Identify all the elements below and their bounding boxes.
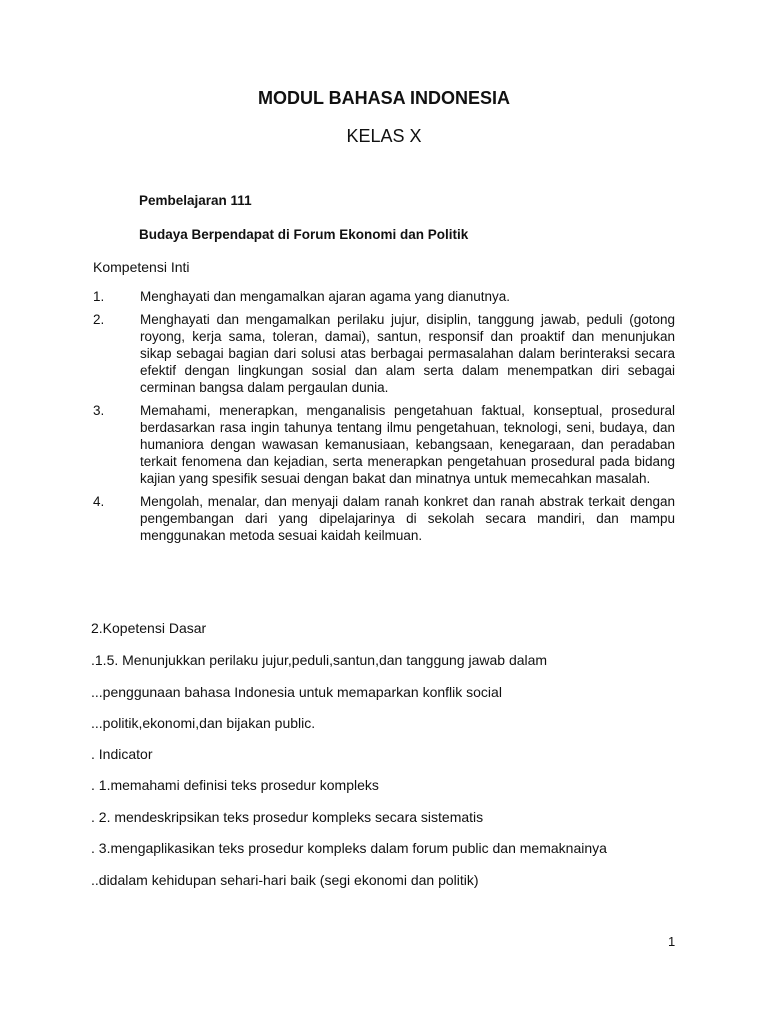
module-title: MODUL BAHASA INDONESIA xyxy=(257,88,510,108)
core-competency-list xyxy=(93,288,675,550)
lesson-title: Budaya Berpendapat di Forum Ekonomi dan Politik xyxy=(139,227,469,242)
indicator-line: . 2. mendeskripsikan teks prosedur kompleks secara sistematis xyxy=(91,809,484,825)
class-subtitle: KELAS X xyxy=(346,126,422,146)
item-text: Menghayati dan mengamalkan perilaku jujur, disiplin, tanggung jawab, peduli (gotong royong, kerja sama, toleran, damai), santun, responsif dan proaktif dan menunjukan sikap sebagai bagian dari solusi atas berbagai permasalahan dalam berinteraksi secara efektif dengan lingkungan sosial dan alam serta dalam menempatkan diri sebagai cerminan bangsa dalam pergaulan dunia. xyxy=(140,312,675,395)
indicator-line: ..didalam kehidupan sehari-hari baik (segi ekonomi dan politik) xyxy=(91,872,479,888)
core-competency-heading: Kompetensi Inti xyxy=(93,259,190,275)
item-text: Menghayati dan mengamalkan ajaran agama yang dianutnya. xyxy=(140,289,510,304)
page-number: 1 xyxy=(668,934,676,949)
core-competency-item xyxy=(93,288,675,305)
core-competency-item xyxy=(93,402,675,487)
item-text: Memahami, menerapkan, menganalisis pengetahuan faktual, konseptual, prosedural berdasarkan rasa ingin tahunya tentang ilmu pengetahuan, teknologi, seni, budaya, dan humaniora dengan wawasan kemanusiaan, kebangsaan, kenegaraan, dan peradaban terkait fenomena dan kejadian, serta menerapkan pengetahuan prosedural pada bidang kajian yang spesifik sesuai dengan bakat dan minatnya untuk memecahkan masalah. xyxy=(140,403,675,486)
indicator-line: . 3.mengaplikasikan teks prosedur kompleks dalam forum public dan memaknainya xyxy=(91,840,607,856)
item-number: 2. xyxy=(93,312,105,327)
basic-competency-heading: 2.Kopetensi Dasar xyxy=(91,620,207,636)
basic-competency-line: ...politik,ekonomi,dan bijakan public. xyxy=(91,715,316,731)
item-text: Mengolah, menalar, dan menyaji dalam ranah konkret dan ranah abstrak terkait dengan pengembangan dari yang dipelajarinya di sekolah secara mandiri, dan mampu menggunakan metoda sesuai kaidah keilmuan. xyxy=(140,494,675,543)
item-number: 1. xyxy=(93,289,105,304)
core-competency-item xyxy=(93,311,675,396)
item-number: 4. xyxy=(93,494,105,509)
basic-competency-line: .1.5. Menunjukkan perilaku jujur,peduli,santun,dan tanggung jawab dalam xyxy=(91,652,548,668)
item-number: 3. xyxy=(93,403,105,418)
indicator-heading: . Indicator xyxy=(91,746,153,762)
core-competency-item xyxy=(93,493,675,544)
lesson-number: Pembelajaran 111 xyxy=(139,193,252,208)
basic-competency-line: ...penggunaan bahasa Indonesia untuk memaparkan konflik social xyxy=(91,684,502,700)
indicator-line: . 1.memahami definisi teks prosedur kompleks xyxy=(91,777,379,793)
